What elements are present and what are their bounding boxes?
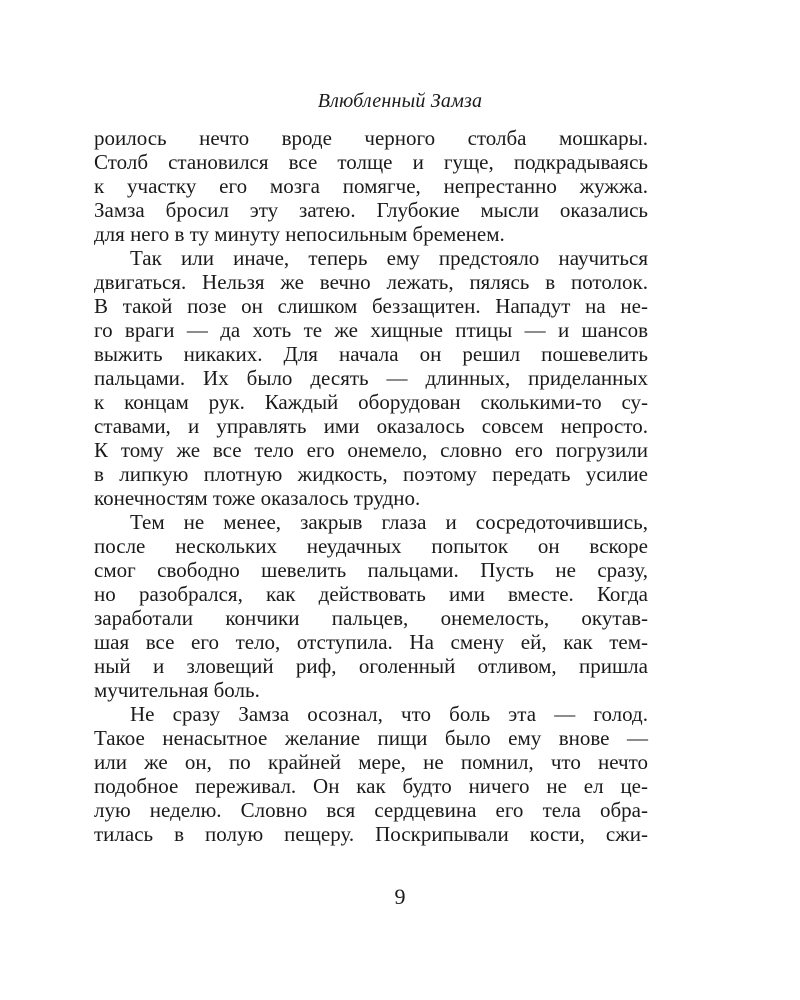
text-line: заработали кончики пальцев, онемелость, окутав- xyxy=(94,606,648,630)
text-line: к участку его мозга помягче, непрестанно жужжа. xyxy=(94,174,648,198)
text-line: лую неделю. Словно вся сердцевина его тела обра- xyxy=(94,798,648,822)
text-line: мучительная боль. xyxy=(94,678,260,702)
text-line: для него в ту минуту непосильным бременем. xyxy=(94,222,505,246)
text-line: двигаться. Нельзя же вечно лежать, пялясь в потолок. xyxy=(94,270,648,294)
text-line: или же он, по крайней мере, не помнил, что нечто xyxy=(94,750,648,774)
text-line: подобное переживал. Он как будто ничего не ел це- xyxy=(94,774,648,798)
text-line: Такое ненасытное желание пищи было ему внове — xyxy=(94,726,648,750)
text-line: го враги — да хоть те же хищные птицы — и шансов xyxy=(94,318,648,342)
text-line: шая все его тело, отступила. На смену ей, как тем- xyxy=(94,630,648,654)
text-line: Замза бросил эту затею. Глубокие мысли оказались xyxy=(94,198,648,222)
text-line: К тому же все тело его онемело, словно его погрузили xyxy=(94,438,648,462)
text-line: Тем не менее, закрыв глаза и сосредоточившись, xyxy=(130,510,648,534)
text-line: тилась в полую пещеру. Поскрипывали кости, сжи- xyxy=(94,822,648,846)
text-line: выжить никаких. Для начала он решил пошевелить xyxy=(94,342,648,366)
text-line: Не сразу Замза осознал, что боль эта — голод. xyxy=(130,702,648,726)
text-line: к концам рук. Каждый оборудован сколькими-то су- xyxy=(94,390,648,414)
text-line: в липкую плотную жидкость, поэтому передать усилие xyxy=(94,462,648,486)
body-text xyxy=(94,126,648,846)
text-line: ставами, и управлять ими оказалось совсем непросто. xyxy=(94,414,648,438)
page-number: 9 xyxy=(394,884,406,909)
text-line: смог свободно шевелить пальцами. Пусть не сразу, xyxy=(94,558,648,582)
text-line: после нескольких неудачных попыток он вскоре xyxy=(94,534,648,558)
text-line: пальцами. Их было десять — длинных, приделанных xyxy=(94,366,648,390)
running-head: Влюбленный Замза xyxy=(317,90,483,112)
text-line: но разобрался, как действовать ими вместе. Когда xyxy=(94,582,648,606)
text-line: В такой позе он слишком беззащитен. Нападут на не- xyxy=(94,294,648,318)
text-line: конечностям тоже оказалось трудно. xyxy=(94,486,421,510)
text-line: Так или иначе, теперь ему предстояло научиться xyxy=(130,246,648,270)
text-line: Столб становился все толще и гуще, подкрадываясь xyxy=(94,150,648,174)
text-line: роилось нечто вроде черного столба мошкары. xyxy=(94,126,648,150)
text-line: ный и зловещий риф, оголенный отливом, пришла xyxy=(94,654,648,678)
